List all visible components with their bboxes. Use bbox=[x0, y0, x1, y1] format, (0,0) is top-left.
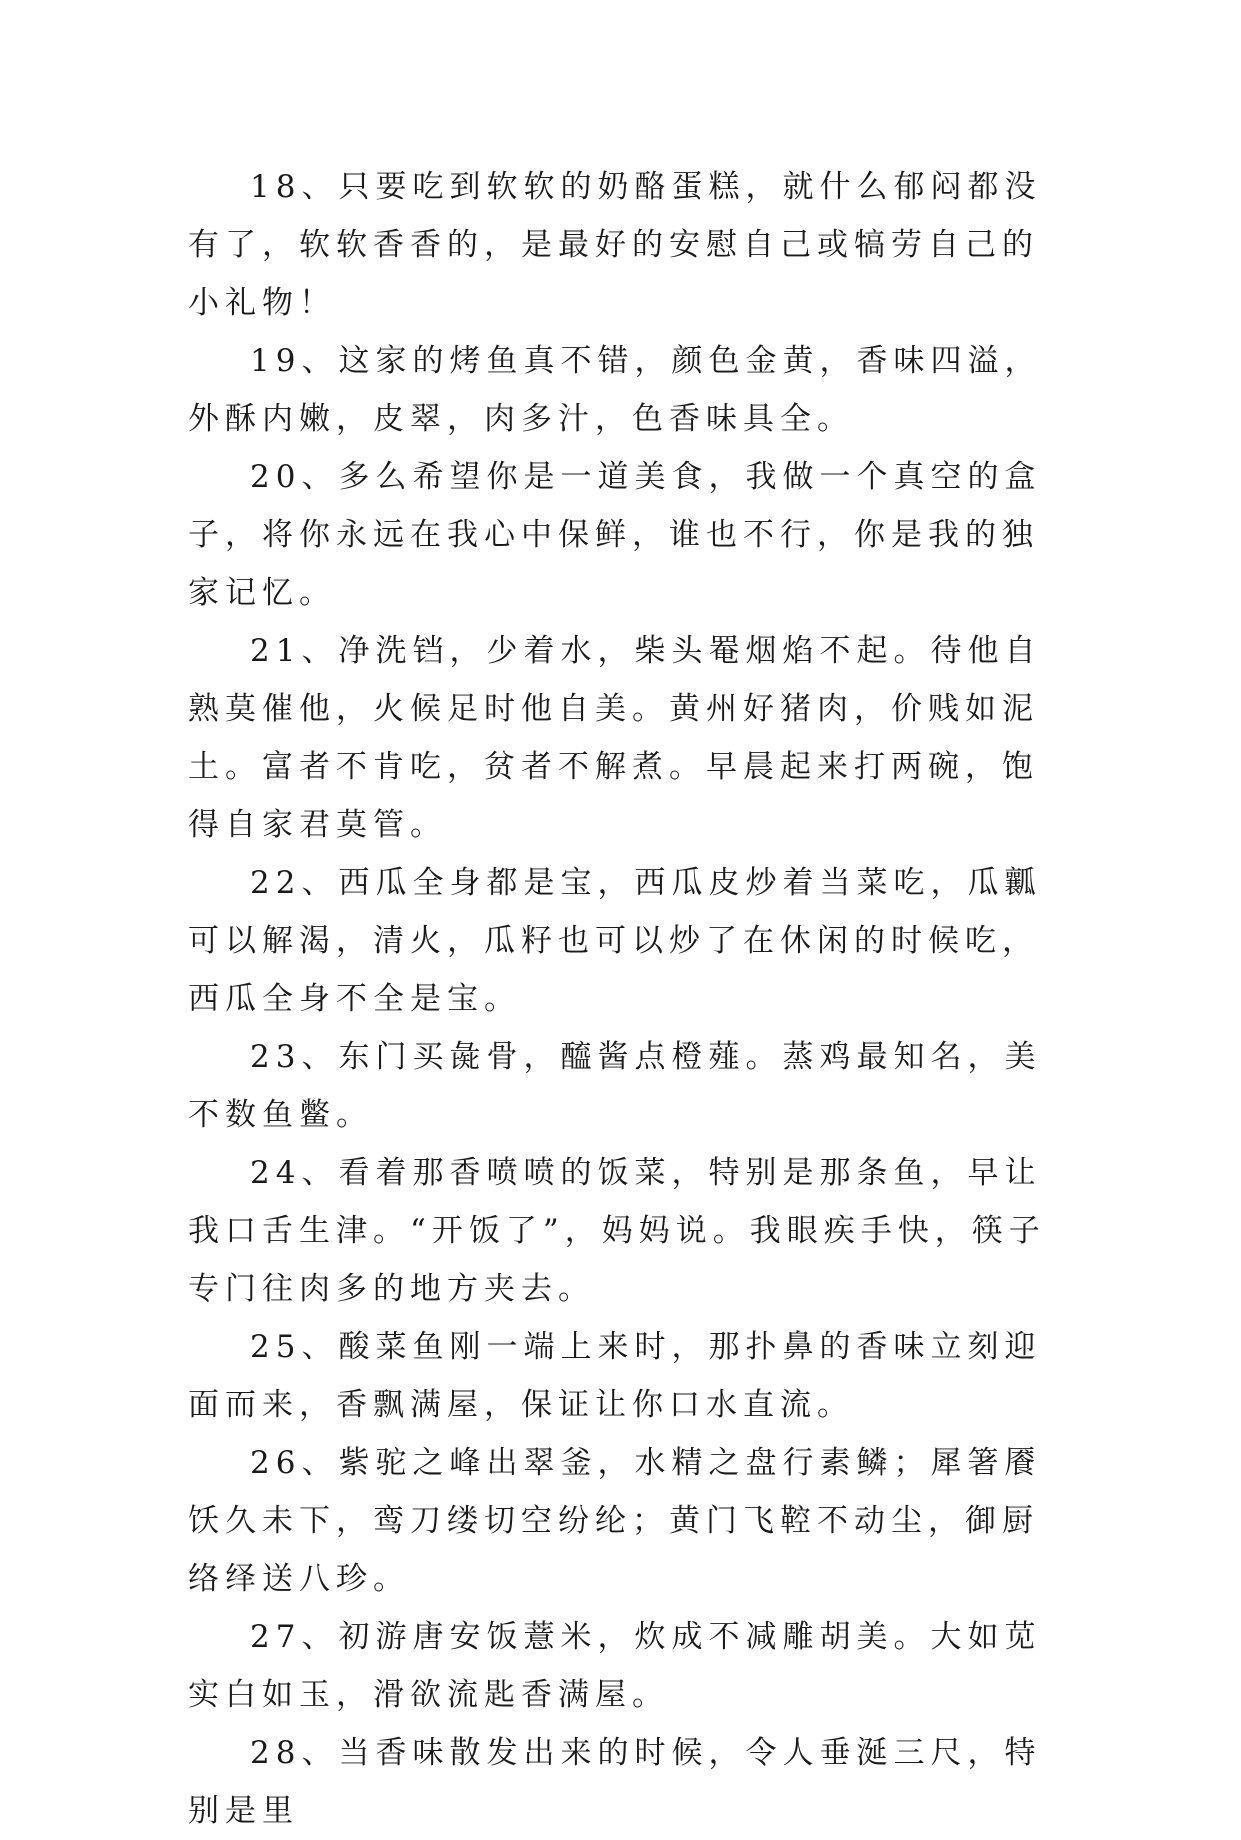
paragraph-22: 22、西瓜全身都是宝，西瓜皮炒着当菜吃，瓜瓤可以解渴，清火，瓜籽也可以炒了在休闲的时候吃，西瓜全身不全是宝。 bbox=[188, 865, 1042, 1017]
paragraph-24: 24、看着那香喷喷的饭菜，特别是那条鱼，早让我口舌生津。“开饭了”，妈妈说。我眼疾手快，筷子专门往肉多的地方夹去。 bbox=[188, 1155, 1046, 1307]
paragraph-23: 23、东门买彘骨，醯酱点橙薤。蒸鸡最知名，美不数鱼鳖。 bbox=[188, 1039, 1042, 1133]
paragraph-18: 18、只要吃到软软的奶酪蛋糕，就什么郁闷都没有了，软软香香的，是最好的安慰自己或犒劳自己的小礼物！ bbox=[188, 169, 1042, 321]
document-body bbox=[188, 158, 1068, 1840]
paragraph-19: 19、这家的烤鱼真不错，颜色金黄，香味四溢，外酥内嫩，皮翠，肉多汁，色香味具全。 bbox=[188, 343, 1042, 437]
paragraph-21: 21、净洗铛，少着水，柴头罨烟焰不起。待他自熟莫催他，火候足时他自美。黄州好猪肉，价贱如泥土。富者不肯吃，贫者不解煮。早晨起来打两碗，饱得自家君莫管。 bbox=[188, 633, 1042, 843]
paragraph-25: 25、酸菜鱼刚一端上来时，那扑鼻的香味立刻迎面而来，香飘满屋，保证让你口水直流。 bbox=[188, 1329, 1042, 1423]
paragraph-26: 26、紫驼之峰出翠釜，水精之盘行素鳞；犀箸餍饫久未下，鸾刀缕切空纷纶；黄门飞鞚不动尘，御厨络绎送八珍。 bbox=[188, 1445, 1042, 1597]
paragraph-20: 20、多么希望你是一道美食，我做一个真空的盒子，将你永远在我心中保鲜，谁也不行，你是我的独家记忆。 bbox=[188, 459, 1042, 611]
paragraph-27: 27、初游唐安饭薏米，炊成不减雕胡美。大如苋实白如玉，滑欲流匙香满屋。 bbox=[188, 1619, 1042, 1713]
paragraph-28: 28、当香味散发出来的时候，令人垂涎三尺，特别是里 bbox=[188, 1735, 1042, 1829]
